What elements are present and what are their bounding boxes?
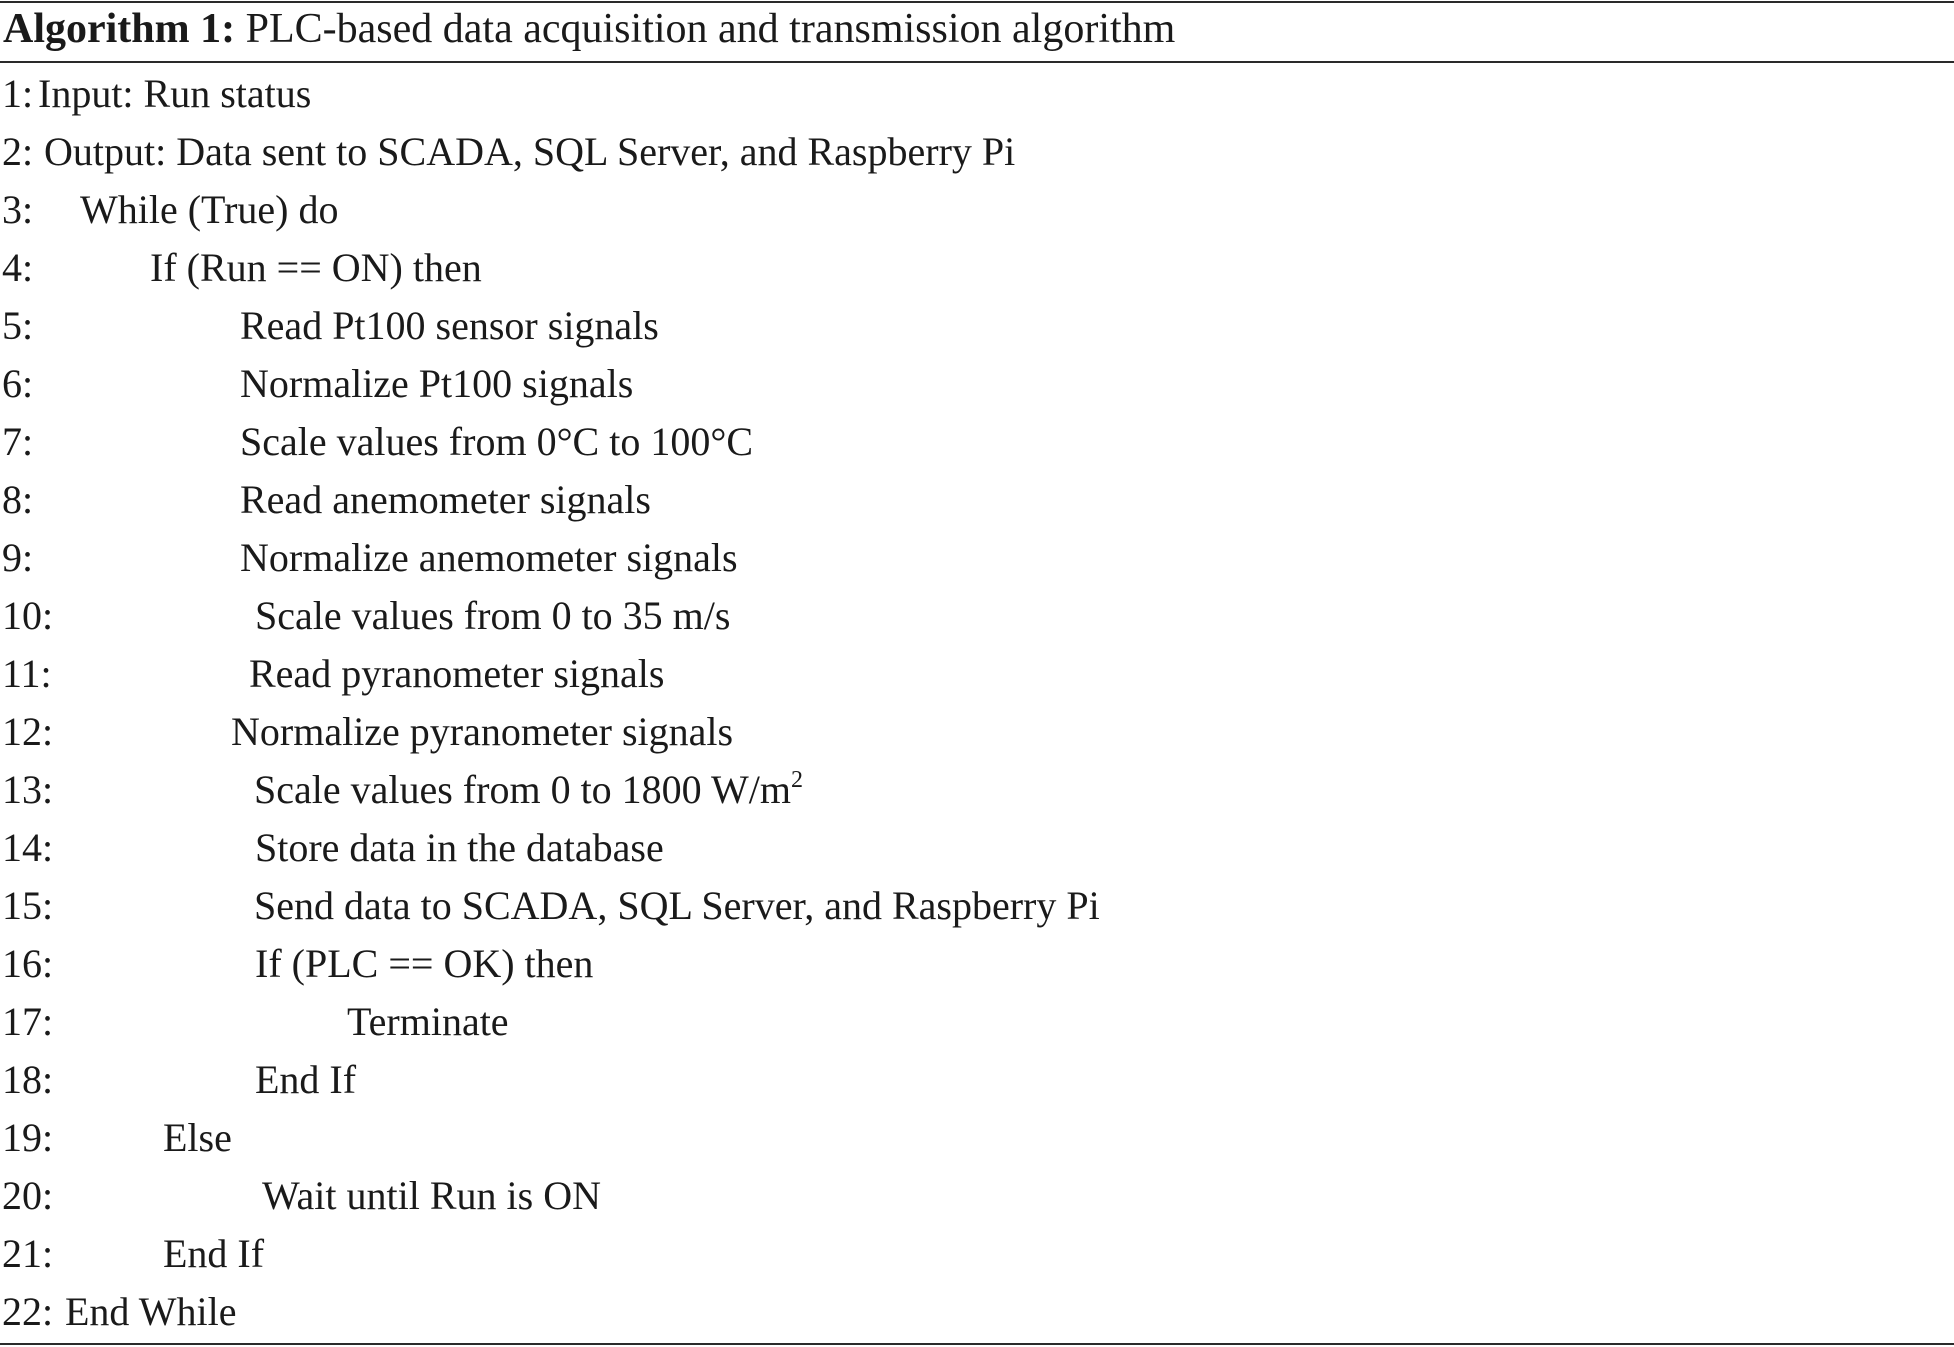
line-text: Normalize anemometer signals bbox=[240, 535, 738, 580]
algorithm-line bbox=[0, 355, 1954, 413]
line-number: 10: bbox=[2, 593, 54, 638]
line-text: Read anemometer signals bbox=[240, 477, 651, 522]
line-text-main: Scale values from 0 to 1800 W/m bbox=[254, 767, 791, 812]
algorithm-line bbox=[0, 1283, 1954, 1341]
line-number: 2: bbox=[2, 129, 34, 174]
line-number: 15: bbox=[2, 883, 54, 928]
bottom-rule bbox=[0, 1343, 1954, 1345]
line-number: 1: bbox=[2, 71, 34, 116]
algorithm-line bbox=[0, 1167, 1954, 1225]
algorithm-line bbox=[0, 65, 1954, 123]
line-number: 12: bbox=[2, 709, 54, 754]
line-text: Normalize pyranometer signals bbox=[231, 709, 734, 754]
line-number: 4: bbox=[2, 245, 34, 290]
line-text: If (Run == ON) then bbox=[150, 245, 482, 290]
line-number: 14: bbox=[2, 825, 54, 870]
algorithm-lines bbox=[0, 65, 1954, 1341]
line-text: Scale values from 0°C to 100°C bbox=[240, 419, 754, 464]
line-text: Read Pt100 sensor signals bbox=[240, 303, 659, 348]
algorithm-line bbox=[0, 587, 1954, 645]
line-text: Input: Run status bbox=[38, 71, 312, 116]
line-text bbox=[254, 761, 803, 819]
line-number: 20: bbox=[2, 1173, 54, 1218]
line-number: 18: bbox=[2, 1057, 54, 1102]
line-text: End While bbox=[65, 1289, 237, 1334]
algorithm-header bbox=[3, 2, 1175, 60]
line-text: End If bbox=[255, 1057, 357, 1102]
line-number: 17: bbox=[2, 999, 54, 1044]
line-number: 9: bbox=[2, 535, 34, 580]
line-number: 8: bbox=[2, 477, 34, 522]
line-number: 19: bbox=[2, 1115, 54, 1160]
line-text: Send data to SCADA, SQL Server, and Raspberry Pi bbox=[254, 883, 1100, 928]
line-text: Terminate bbox=[347, 999, 509, 1044]
line-number: 21: bbox=[2, 1231, 54, 1276]
algorithm-line bbox=[0, 935, 1954, 993]
algorithm-line bbox=[0, 471, 1954, 529]
line-number: 6: bbox=[2, 361, 34, 406]
algorithm-line bbox=[0, 1225, 1954, 1283]
algorithm-title: PLC-based data acquisition and transmission algorithm bbox=[245, 6, 1176, 52]
line-number: 16: bbox=[2, 941, 54, 986]
algorithm-line bbox=[0, 123, 1954, 181]
algorithm-line bbox=[0, 529, 1954, 587]
line-number: 13: bbox=[2, 767, 54, 812]
algorithm-line bbox=[0, 877, 1954, 935]
algorithm-label: Algorithm 1: bbox=[3, 6, 236, 52]
algorithm-line bbox=[0, 239, 1954, 297]
line-text: Store data in the database bbox=[255, 825, 664, 870]
line-text: Wait until Run is ON bbox=[262, 1173, 602, 1218]
algorithm-line bbox=[0, 1109, 1954, 1167]
algorithm-line bbox=[0, 181, 1954, 239]
line-number: 22: bbox=[2, 1289, 54, 1334]
line-number: 5: bbox=[2, 303, 34, 348]
algorithm-line bbox=[0, 413, 1954, 471]
line-text: If (PLC == OK) then bbox=[255, 941, 594, 986]
algorithm-line bbox=[0, 993, 1954, 1051]
superscript-exponent: 2 bbox=[790, 767, 803, 793]
header-rule bbox=[0, 61, 1954, 63]
algorithm-line bbox=[0, 297, 1954, 355]
line-text: Output: Data sent to SCADA, SQL Server, and Raspberry Pi bbox=[44, 129, 1016, 174]
algorithm-line bbox=[0, 761, 1954, 819]
line-text: End If bbox=[163, 1231, 265, 1276]
line-number: 3: bbox=[2, 187, 34, 232]
line-number: 11: bbox=[2, 651, 52, 696]
line-number: 7: bbox=[2, 419, 34, 464]
line-text: Else bbox=[163, 1115, 232, 1160]
line-text: Scale values from 0 to 35 m/s bbox=[255, 593, 731, 638]
line-text: While (True) do bbox=[80, 187, 339, 232]
line-text: Normalize Pt100 signals bbox=[240, 361, 634, 406]
algorithm-line bbox=[0, 703, 1954, 761]
algorithm-line bbox=[0, 819, 1954, 877]
line-text: Read pyranometer signals bbox=[249, 651, 665, 696]
algorithm-line bbox=[0, 645, 1954, 703]
algorithm-line bbox=[0, 1051, 1954, 1109]
